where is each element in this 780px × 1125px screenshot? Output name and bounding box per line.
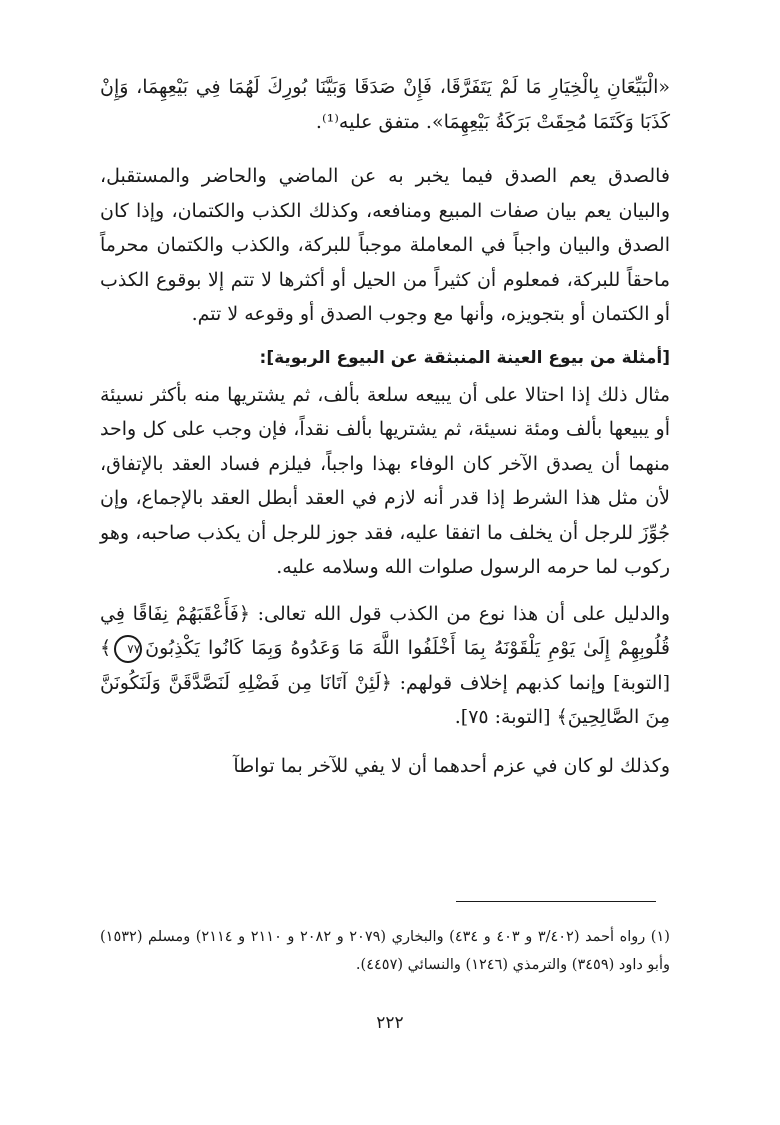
- evidence-paragraph: [100, 597, 670, 735]
- ayah-number-badge: ٧٧: [114, 635, 142, 663]
- evidence-text-after: ﴾ [التوبة] وإنما كذبهم إخلاف قولهم: ﴿لَئِنْ آتَانَا مِن فَضْلِهِ لَنَصَّدَّقَنَّ وَلَنَكُونَنَّ مِنَ الصَّالِحِينَ﴾ [التوبة: ٧٥].: [100, 637, 670, 728]
- example-paragraph: مثال ذلك إذا احتالا على أن يبيعه سلعة بألف، ثم يشتريها منه بأكثر نسيئة أو يبيعها بألف ومئة نسيئة، ثم يشتريها بألف نقداً، فإن وجب على كل واحد منهما أن يصدق الآخر كان الوفاء بهذا واجباً، فيلزم فساد العقد بالإتفاق، لأن مثل هذا الشرط إذا قدر أنه لازم في العقد أبطل العقد بالإجماع، وإن جُوِّزَ للرجل أن يخلف ما اتفقا عليه، فقد جوز للرجل أن يكذب صاحبه، وهو ركوب لما حرمه الرسول صلوات الله وسلامه عليه.: [100, 383, 670, 578]
- footnote: (١) رواه أحمد (٣/٤٠٢ و ٤٠٣ و ٤٣٤) والبخاري (٢٠٧٩ و ٢٠٨٢ و ٢١١٠ و ٢١١٤) ومسلم (١٥٣٢) وأبو داود (٣٤٥٩) والترمذي (١٢٤٦) والنسائي (٤٤٥٧).: [100, 928, 670, 973]
- section-heading: [أمثلة من بيوع العينة المنبثقة عن البيوع الربوية]:: [259, 347, 670, 368]
- page-body: [100, 70, 670, 783]
- evidence-text-before: والدليل على أن هذا نوع من الكذب قول الله تعالى: ﴿فَأَعْقَبَهُمْ نِفَاقًا فِي قُلُوبِهِمْ إِلَىٰ يَوْمِ يَلْقَوْنَهُ بِمَا أَخْلَفُوا اللَّهَ مَا وَعَدُوهُ وَبِمَا كَانُوا يَكْذِبُونَ: [100, 602, 670, 659]
- footnote-divider: [456, 901, 656, 902]
- hadith-quote: «الْبَيِّعَانِ بِالْخِيَارِ مَا لَمْ يَتَفَرَّقَا، فَإِنْ صَدَقَا وَبَيَّنَا بُورِكَ لَهُمَا فِي بَيْعِهِمَا، وَإِنْ كَذَبَا وَكَتَمَا مُحِقَتْ بَرَكَةُ بَيْعِهِمَا». متفق عليه⁽¹⁾.: [100, 76, 670, 133]
- intro-paragraph: فالصدق يعم الصدق فيما يخبر به عن الماضي والحاضر والمستقبل، والبيان يعم بيان صفات المبيع ومنافعه، وكذلك الكذب والكتمان، وإذا كان الصدق والبيان واجباً في المعاملة موجباً للبركة، والكذب والكتمان محرماً ماحقاً للبركة، فمعلوم أن كثيراً من الحيل أو أكثرها لا تتم إلا بوقوع الكذب أو الكتمان أو بتجويزه، وأنها مع وجوب الصدق أو وقوعه لا تتم.: [100, 165, 670, 325]
- closing-paragraph: وكذلك لو كان في عزم أحدهما أن لا يفي للآخر بما تواطآ: [233, 754, 670, 777]
- page-number: ٢٢٢: [376, 1013, 404, 1033]
